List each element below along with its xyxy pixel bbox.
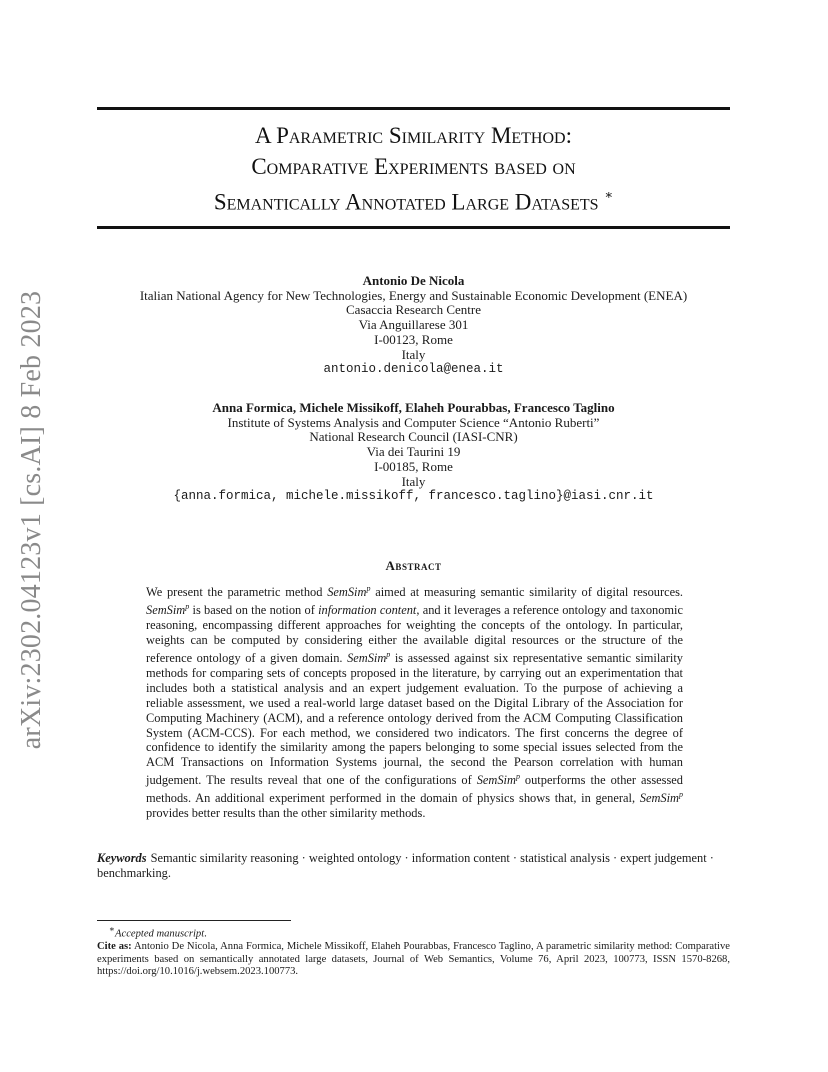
author-block-enea bbox=[97, 274, 730, 377]
abstract-text: We present the parametric method bbox=[146, 585, 328, 600]
abstract-text: aimed at measuring semantic similarity of digital resources. bbox=[370, 585, 684, 600]
footnote-citation bbox=[97, 941, 730, 979]
abstract-text: provides better results than the other similarity methods. bbox=[146, 806, 426, 821]
footnote-mark: ∗ bbox=[109, 924, 116, 934]
author-council: National Research Council (IASI-CNR) bbox=[309, 429, 518, 445]
keywords bbox=[97, 851, 730, 881]
abstract-text: is assessed against six representative semantic similarity methods for comparing sets of concepts proposed in the literature, by carrying out an experimentation that includes both a statistical analysis and an expert judgement evaluation. To the purpose of achieving a reliable assessment, we used a real-world large dataset based on the Digital Library of the Association for Computing Machinery (ACM), and a reference ontology derived from the ACM Computing Classification System (ACM-CCS). For each method, we considered two indicators. The first concerns the degree of confidence to identify the similarity among the papers belonging to some special issues selected from the ACM Transactions on Information Systems journal, the second the Pearson correlation with human judgement. The results reveal that one of the configurations of bbox=[146, 651, 683, 788]
arxiv-identifier-stamp bbox=[10, 290, 54, 750]
title-line-3-text: Semantically Annotated Large Datasets bbox=[213, 189, 599, 215]
title-bottom-rule bbox=[97, 226, 730, 229]
author-institute: Institute of Systems Analysis and Computer Science “Antonio Ruberti” bbox=[227, 414, 600, 430]
paper-title bbox=[97, 121, 730, 218]
author-names: Anna Formica, Michele Missikoff, Elaheh Pourabbas, Francesco Taglino bbox=[212, 400, 615, 415]
information-content-term: information content bbox=[318, 603, 417, 618]
title-footnote-mark: ∗ bbox=[604, 187, 614, 202]
author-email: antonio.denicola@enea.it bbox=[323, 362, 504, 377]
method-name: SemSim$^p$ bbox=[476, 772, 520, 788]
author-name: Antonio De Nicola bbox=[362, 273, 465, 288]
abstract-text: outperforms the other assessed methods. An additional experiment performed in the domain of physics shows that, in general, bbox=[146, 773, 684, 806]
author-country: Italy bbox=[401, 473, 426, 489]
author-country: Italy bbox=[401, 346, 426, 362]
abstract-heading: Abstract bbox=[385, 558, 442, 573]
abstract-text: is based on the notion of bbox=[189, 603, 319, 618]
accepted-manuscript-text: Accepted manuscript bbox=[115, 928, 205, 940]
title-line-1: A Parametric Similarity Method: bbox=[255, 123, 572, 148]
abstract-text: , and it leverages a reference ontology and taxonomic reasoning, encompassing different approaches for weighting the concepts of the ontology. In particular, weights can be computed by considering either the available digital resources or the structure of the reference ontology of a given domain. bbox=[146, 603, 683, 665]
author-city: I-00123, Rome bbox=[374, 331, 453, 347]
method-name: SemSim$^p$ bbox=[327, 584, 371, 600]
keywords-text: Semantic similarity reasoning · weighted ontology · information content · statistical analysis · expert judgement · benchmarking. bbox=[97, 851, 714, 880]
author-email: {anna.formica, michele.missikoff, francesco.taglino}@iasi.cnr.it bbox=[173, 489, 654, 504]
title-top-rule bbox=[97, 107, 730, 110]
keywords-label: Keywords bbox=[97, 851, 147, 865]
author-street: Via dei Taurini 19 bbox=[366, 444, 461, 460]
method-name: SemSim$^p$ bbox=[639, 790, 683, 806]
author-block-iasi-cnr bbox=[97, 401, 730, 504]
arxiv-identifier-text: arXiv:2302.04123v1 [cs.AI] 8 Feb 2023 bbox=[16, 290, 48, 750]
footnote bbox=[97, 923, 730, 979]
footnote-accepted-line: ∗Accepted manuscript. bbox=[109, 924, 207, 940]
method-name: SemSim$^p$ bbox=[146, 602, 190, 618]
footnote-rule bbox=[97, 920, 291, 921]
title-line-2: Comparative Experiments based on bbox=[251, 153, 576, 179]
author-street: Via Anguillarese 301 bbox=[358, 317, 469, 333]
abstract-body bbox=[146, 582, 683, 821]
author-city: I-00185, Rome bbox=[374, 458, 453, 474]
cite-as-label: Cite as: bbox=[97, 941, 132, 953]
author-centre: Casaccia Research Centre bbox=[346, 302, 481, 318]
method-name: SemSim$^p$ bbox=[347, 649, 391, 665]
cite-as-text: Antonio De Nicola, Anna Formica, Michele Missikoff, Elaheh Pourabbas, Francesco Taglino, A parametric similarity method: Comparative experiments based on semantically annotated large datasets, Journal of Web Semantics, Volume 76, April 2023, 100773, ISSN 1570-8268, https://doi.org/10.1016/j.websem.2023.100773. bbox=[97, 941, 730, 978]
title-line-3 bbox=[97, 182, 730, 218]
author-affiliation: Italian National Agency for New Technologies, Energy and Sustainable Economic Development (ENEA) bbox=[139, 287, 688, 303]
